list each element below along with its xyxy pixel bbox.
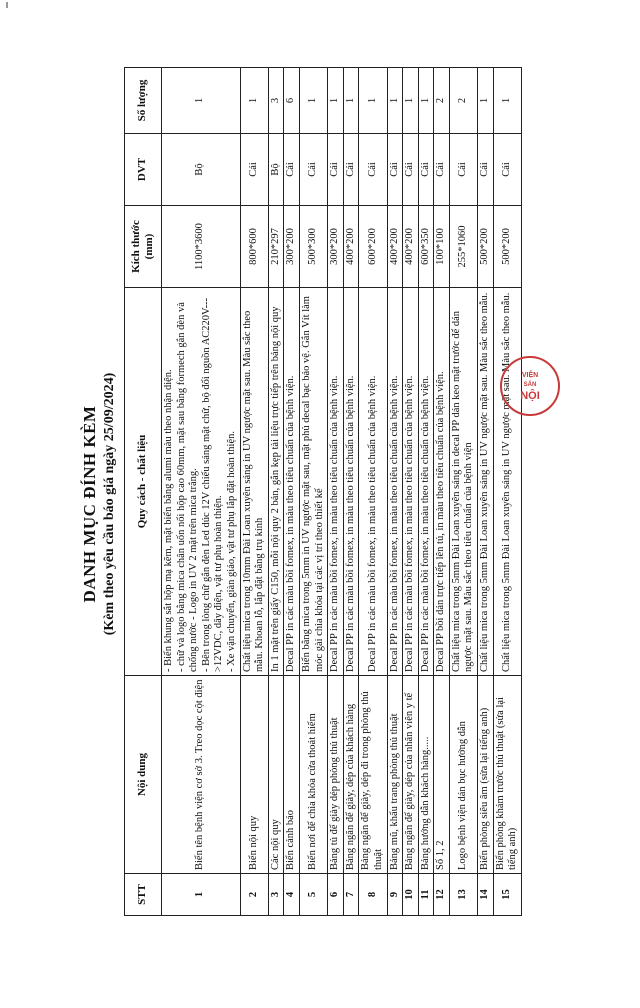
row-name: Bảng hướng dẫn khách hàng.....: [418, 676, 434, 874]
stamp-line-3: NỘI: [520, 390, 540, 402]
row-name: Bảng tủ để giày dép phòng thủ thuật: [328, 676, 344, 874]
row-size: 500*200: [493, 206, 521, 288]
row-unit: Bộ: [162, 134, 241, 206]
row-qty: 1: [359, 68, 387, 134]
table-row: [162, 68, 241, 916]
header-qty: Số lượng: [125, 68, 162, 134]
row-stt: 9: [387, 874, 403, 916]
row-unit: Cái: [478, 134, 494, 206]
row-spec: [284, 288, 300, 676]
row-name: Logo bệnh viện dán bục hướng dẫn: [449, 676, 477, 874]
stamp-line-2: SẢN: [523, 382, 537, 388]
table-row: [343, 68, 359, 916]
row-qty: 3: [268, 68, 284, 134]
row-unit: Cái: [387, 134, 403, 206]
row-size: 600*350: [418, 206, 434, 288]
stamp-line-1: VIỆN: [521, 372, 539, 379]
table-header-row: [125, 68, 162, 916]
corner-mark: [6, 2, 8, 8]
row-stt: 2: [240, 874, 268, 916]
spec-line: Decal PP in các màu bồi fomex, in màu theo tiêu chuẩn của bệnh viện.: [388, 375, 400, 672]
table-row: [328, 68, 344, 916]
attachment-table: [124, 67, 522, 916]
table-row: [403, 68, 419, 916]
table-row: [268, 68, 284, 916]
row-stt: 8: [359, 874, 387, 916]
document-subtitle: (Kèm theo yêu cầu báo giá ngày 25/09/2024): [102, 372, 117, 636]
row-unit: Cái: [403, 134, 419, 206]
row-size: 255*1060: [449, 206, 477, 288]
table-row: [434, 68, 450, 916]
header-stt: STT: [125, 874, 162, 916]
row-stt: 10: [403, 874, 419, 916]
row-qty: 1: [343, 68, 359, 134]
row-spec: [299, 288, 327, 676]
row-qty: 1: [162, 68, 241, 134]
row-spec: [162, 288, 241, 676]
table-body: [162, 68, 522, 916]
row-spec: [268, 288, 284, 676]
row-qty: 2: [434, 68, 450, 134]
row-stt: 1: [162, 874, 241, 916]
row-stt: 3: [268, 874, 284, 916]
row-qty: 1: [299, 68, 327, 134]
row-name: Biển phòng siêu âm (sửa lại tiếng anh): [478, 676, 494, 874]
row-name: Bảng ngăn để giày, dép của khách hàng: [343, 676, 359, 874]
row-unit: Cái: [449, 134, 477, 206]
row-size: 600*200: [359, 206, 387, 288]
row-stt: 5: [299, 874, 327, 916]
official-stamp: [500, 356, 560, 416]
row-qty: 1: [328, 68, 344, 134]
row-spec: [328, 288, 344, 676]
row-stt: 12: [434, 874, 450, 916]
row-unit: Cái: [359, 134, 387, 206]
row-stt: 7: [343, 874, 359, 916]
row-spec: [478, 288, 494, 676]
row-qty: 1: [478, 68, 494, 134]
row-name: Biển cảnh báo: [284, 676, 300, 874]
row-size: 210*297: [268, 206, 284, 288]
row-stt: 6: [328, 874, 344, 916]
spec-line: Biển bằng mica trong 5mm in UV ngược mặt sau, mặt phủ decal bạc bảo vệ. Gắn Vít làm móc gài chìa khóa tại các vị trí theo thiết kế: [300, 296, 325, 672]
row-spec: [493, 288, 521, 676]
row-name: Số 1, 2: [434, 676, 450, 874]
row-spec: [343, 288, 359, 676]
row-qty: 1: [493, 68, 521, 134]
row-qty: 2: [449, 68, 477, 134]
spec-line: Chất liệu mica trong 5mm Đài Loan xuyên sáng in UV ngược mặt sau. Màu sắc theo mẫu.: [500, 292, 512, 672]
row-spec: [359, 288, 387, 676]
row-name: Biển nơi để chìa khóa cửa thoát hiểm: [299, 676, 327, 874]
row-unit: Cái: [284, 134, 300, 206]
spec-line: Decal PP bồi dán trực tiếp lên tủ, in màu theo tiêu chuẩn của bệnh viện.: [435, 371, 447, 672]
spec-line: - Bên trong lòng chữ gắn đèn Led dúc 12V chiếu sáng mặt chữ, bộ đổi nguồn AC220V--->12VDC, dây điện, vật tư phụ hoàn thiện.: [200, 297, 225, 672]
spec-line: In 1 mặt trên giấy C150, mỗi nội quy 2 bản, gắn kẹp tài liệu trực tiếp trên bảng nội quy: [269, 306, 281, 672]
spec-line: Decal PP in các màu bồi fomex, in màu theo tiêu chuẩn của bệnh viện.: [329, 375, 341, 672]
row-qty: 1: [403, 68, 419, 134]
spec-line: Decal PP in các màu bồi fomex, in màu theo tiêu chuẩn của bệnh viện.: [419, 375, 431, 672]
table-row: [359, 68, 387, 916]
row-qty: 1: [240, 68, 268, 134]
row-size: 400*200: [387, 206, 403, 288]
spec-line: - Xe vận chuyển, giàn giáo, vật tư phụ lắp đặt hoàn thiện.: [225, 431, 237, 672]
spec-line: Decal PP in các màu bồi fomex, in màu theo tiêu chuẩn của bệnh viện.: [344, 375, 356, 672]
row-name: Bảng ngăn để giày, dép đi trong phòng thủ thuật: [359, 676, 387, 874]
row-size: 400*200: [343, 206, 359, 288]
row-stt: 15: [493, 874, 521, 916]
spec-line: Chất liệu mica trong 10mm Đài Loan xuyên sáng in UV ngược mặt sau. Màu sắc theo mẫu. Khoan lỗ, lắp đặt bằng trụ kính: [241, 310, 266, 672]
row-stt: 13: [449, 874, 477, 916]
table-row: [478, 68, 494, 916]
row-size: 100*100: [434, 206, 450, 288]
table-row: [449, 68, 477, 916]
row-name: Biển nội quy: [240, 676, 268, 874]
row-stt: 4: [284, 874, 300, 916]
header-name: Nội dung: [125, 676, 162, 874]
row-unit: Cái: [434, 134, 450, 206]
row-qty: 1: [387, 68, 403, 134]
table-row: [284, 68, 300, 916]
row-unit: Cái: [418, 134, 434, 206]
row-name: Bảng mũ, khẩu trang phòng thủ thuật: [387, 676, 403, 874]
row-qty: 1: [418, 68, 434, 134]
row-size: 300*200: [328, 206, 344, 288]
row-stt: 14: [478, 874, 494, 916]
header-size: Kích thước (mm): [125, 206, 162, 288]
row-unit: Cái: [493, 134, 521, 206]
row-size: 400*200: [403, 206, 419, 288]
row-spec: [418, 288, 434, 676]
row-unit: Bộ: [268, 134, 284, 206]
spec-line: Chất liệu mica trong 5mm Đài Loan xuyên sáng in UV ngược mặt sau. Màu sắc theo mẫu.: [479, 292, 491, 672]
row-size: 1100*3600: [162, 206, 241, 288]
row-name: Bảng ngăn để giày, dép của nhân viên y tế: [403, 676, 419, 874]
row-spec: [387, 288, 403, 676]
row-unit: Cái: [343, 134, 359, 206]
spec-line: - chữ và logo bằng mica chân uốn nổi hộp cao 60mm, mặt sau bằng formech gắn đèn và chống nước - Logo in UV 2 mặt trên mica trắng.: [175, 302, 200, 672]
row-size: 300*200: [284, 206, 300, 288]
header-unit: DVT: [125, 134, 162, 206]
table-row: [299, 68, 327, 916]
row-size: 500*200: [478, 206, 494, 288]
row-spec: [240, 288, 268, 676]
row-size: 800*600: [240, 206, 268, 288]
spec-line: Chất liệu mica trong 5mm Đài Loan xuyên sáng in decal PP dán keo mặt trước để dán ngược mặt sau. Màu sắc theo tiêu chuẩn của bệnh viện: [450, 310, 475, 672]
table-row: [240, 68, 268, 916]
document-title: DANH MỤC ĐÍNH KÈM: [80, 405, 99, 603]
row-stt: 11: [418, 874, 434, 916]
row-name: Biển tên bệnh viện cơ sở 3. Treo dọc cột điện: [162, 676, 241, 874]
row-spec: [449, 288, 477, 676]
spec-line: - Biển khung sắt hộp mạ kẽm, mặt biển bằng alumi màu theo nhận diện.: [163, 369, 174, 672]
row-qty: 6: [284, 68, 300, 134]
table-row: [418, 68, 434, 916]
row-name: Các nội quy: [268, 676, 284, 874]
header-spec: Quy cách - chất liệu: [125, 288, 162, 676]
row-name: Biển phòng khám trước thủ thuật (sửa lại tiếng anh): [493, 676, 521, 874]
row-unit: Cái: [328, 134, 344, 206]
spec-line: Decal PP in các màu bồi fomex, in màu theo tiêu chuẩn của bệnh viện.: [366, 375, 378, 672]
table-row: [387, 68, 403, 916]
spec-line: Decal PP in các màu bồi fomex, in màu theo tiêu chuẩn của bệnh viện.: [404, 375, 416, 672]
row-unit: Cái: [240, 134, 268, 206]
row-spec: [434, 288, 450, 676]
spec-line: Decal PP in các màu bồi fomex, in màu theo tiêu chuẩn của bệnh viện.: [285, 375, 297, 672]
table-row: [493, 68, 521, 916]
row-size: 500*300: [299, 206, 327, 288]
row-unit: Cái: [299, 134, 327, 206]
row-spec: [403, 288, 419, 676]
